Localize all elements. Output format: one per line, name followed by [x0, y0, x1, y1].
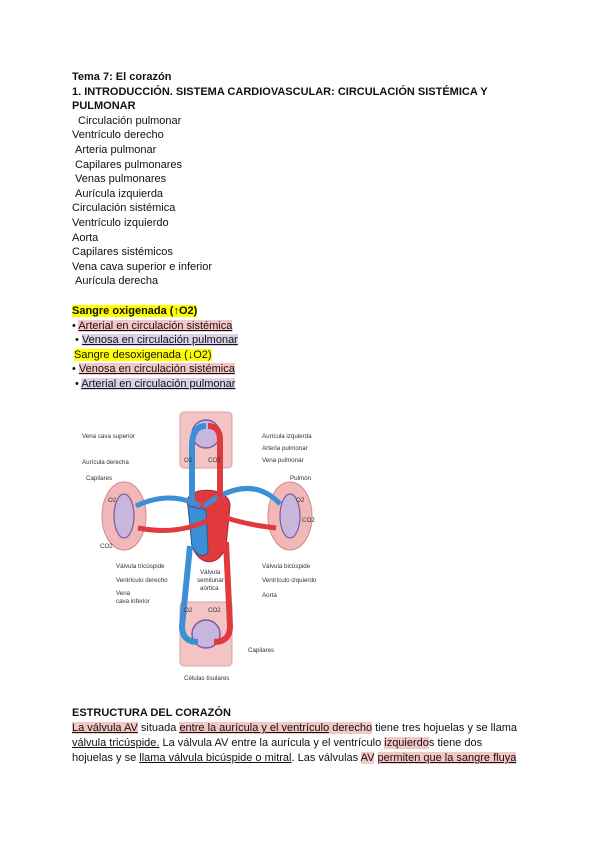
text-run: izquierdo [384, 737, 429, 749]
label-vena-cava-superior: Vena cava superior [82, 433, 135, 440]
oxy-item-1: Arterial en circulación sistémica [78, 319, 233, 332]
label-vena-cava-inferior-2: cava inferior [116, 598, 150, 605]
list-item: Arteria pulmonar [75, 143, 157, 156]
text-run: La válvula AV entre la aurícula y el ventrículo [159, 737, 385, 749]
label-valvula-semilunar-2: semilunar [197, 577, 224, 584]
label-vena-pulmonar: Vena pulmonar [262, 457, 304, 464]
label-aorta: Aorta [262, 592, 277, 599]
document-title: Tema 7: El corazón [72, 71, 172, 83]
co2-label-bottom: CO2 [208, 607, 221, 614]
bullet: • [75, 377, 79, 390]
label-valvula-tricuspide: Válvula tricúspide [116, 563, 165, 570]
list-item: Capilares sistémicos [72, 246, 173, 259]
text-run: La válvula AV [72, 722, 138, 734]
list-item: Aurícula izquierda [75, 187, 164, 200]
label-pulmon: Pulmón [290, 475, 311, 482]
paragraph-line-3 [72, 751, 532, 766]
estructura-title: ESTRUCTURA DEL CORAZÓN [72, 707, 231, 719]
label-ventriculo-izquierdo: Ventrículo izquierdo [262, 577, 317, 584]
text-run: llama válvula bicúspide o mitral [139, 752, 292, 764]
text-run: tiene tres hojuelas y se llama [372, 722, 517, 734]
list-item: Circulación pulmonar [78, 114, 182, 127]
bullet: • [75, 334, 79, 347]
label-valvula-semilunar-3: aórtica [200, 585, 219, 592]
o2-label-left: O2 [108, 497, 117, 504]
bullet: • [72, 363, 76, 376]
list-item: Venas pulmonares [75, 173, 167, 186]
deoxy-item-1: Venosa en circulación sistémica [78, 363, 235, 376]
label-capilares-left: Capilares [86, 475, 113, 482]
label-valvula-semilunar-1: Válvula [200, 569, 221, 576]
text-run: permiten que la sangre fluya [377, 752, 517, 764]
text-run: situada [137, 722, 180, 734]
bullet: • [72, 319, 76, 332]
oxygenated-section [72, 304, 532, 392]
co2-label-left: CO2 [100, 543, 113, 550]
circulation-diagram [80, 406, 336, 688]
deoxygenated-title: Sangre desoxigenada (↓O2) [74, 348, 212, 361]
section-heading-line-1: 1. INTRODUCCIÓN. SISTEMA CARDIOVASCULAR: CIRCULACIÓN SISTÉMICA Y [72, 85, 488, 98]
deoxy-item-2: Arterial en circulación pulmonar [81, 377, 236, 390]
list-item: Vena cava superior e inferior [72, 260, 213, 273]
list-item: Aorta [72, 231, 99, 244]
o2-label-top: O2 [184, 457, 193, 464]
label-vena-cava-inferior-1: Vena [116, 590, 131, 597]
oxy-item-2: Venosa en circulación pulmonar [81, 334, 238, 347]
text-run: hojuelas y se [72, 752, 140, 764]
section-heading [72, 85, 532, 114]
co2-label-top: CO2 [208, 457, 221, 464]
left-lung-capillaries [114, 494, 134, 538]
document-body [72, 70, 532, 391]
circulation-list [72, 114, 532, 289]
text-run: entre la aurícula y el ventrículo [179, 722, 330, 734]
o2-label-bottom: O2 [184, 607, 193, 614]
text-run: . Las válvulas [291, 752, 361, 764]
oxygenated-title: Sangre oxigenada (↑O2) [72, 304, 198, 317]
list-item: Ventrículo derecho [72, 129, 164, 142]
label-valvula-bicuspide: Válvula bicúspide [262, 563, 311, 570]
text-run: válvula tricúspide. [72, 737, 160, 749]
text-run: derecho [329, 722, 373, 734]
label-arteria-pulmonar: Arteria pulmonar [262, 445, 308, 452]
label-ventriculo-derecho: Ventrículo derecho [116, 577, 168, 584]
list-item: Capilares pulmonares [75, 158, 182, 171]
text-run: s tiene dos [428, 737, 483, 749]
label-auricula-izquierda: Aurícula izquierda [262, 433, 312, 440]
list-item: Aurícula derecha [75, 275, 159, 288]
co2-label-right: CO2 [302, 517, 315, 524]
paragraph-line-1 [72, 721, 532, 736]
label-celulas-tisulares: Células tisulares [184, 675, 230, 682]
section-heading-line-2: PULMONAR [72, 100, 136, 113]
estructura-paragraph [72, 721, 532, 766]
label-auricula-derecha: Aurícula derecha [82, 459, 129, 466]
o2-label-right: O2 [296, 497, 305, 504]
text-run: AV [360, 752, 375, 764]
paragraph-line-2 [72, 736, 532, 751]
label-capilares-right: Capilares [248, 647, 275, 654]
list-item: Ventrículo izquierdo [72, 216, 169, 229]
list-item: Circulación sistémica [72, 202, 176, 215]
